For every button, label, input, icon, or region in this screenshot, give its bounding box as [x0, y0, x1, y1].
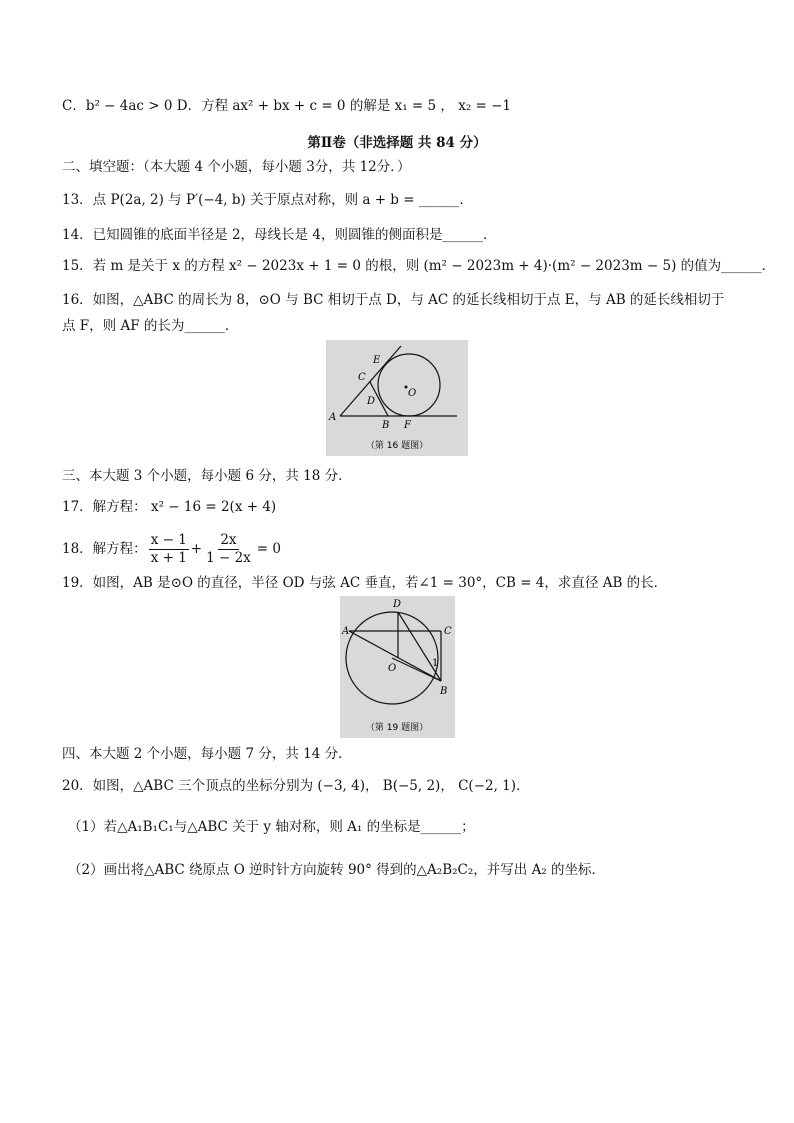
question-14: 14．已知圆锥的底面半径是 2，母线长是 4，则圆锥的侧面积是______．: [62, 227, 497, 243]
question-16-line1: 16．如图，△ABC 的周长为 8，⊙O 与 BC 相切于点 D，与 AC 的延长线相切于点 E，与 AB 的延长线相切于: [62, 292, 725, 308]
question-20: 20．如图，△ABC 三个顶点的坐标分别为 (−3, 4)， B(−5, 2)， C(−2, 1)．: [62, 778, 530, 794]
q18-denominator-2: 1 − 2x: [206, 549, 251, 566]
fig16-label-o: O: [408, 388, 417, 399]
fill-in-header: 二、填空题：（本大题 4 个小题，每小题 3分，共 12分．）: [62, 159, 411, 175]
q18-fraction-1: [149, 532, 189, 567]
question-18: [62, 530, 281, 568]
question-19: 19．如图，AB 是⊙O 的直径，半径 OD 与弦 AC 垂直，若∠1 = 30°，CB = 4，求直径 AB 的长．: [62, 575, 668, 591]
figure-16: [326, 340, 468, 456]
question-15: 15．若 m 是关于 x 的方程 x² − 2023x + 1 = 0 的根，则 (m² − 2023m + 4)·(m² − 2023m − 5) 的值为______．: [62, 258, 776, 274]
question-13: 13．点 P(2a, 2) 与 P′(−4, b) 关于原点对称，则 a + b = ______．: [62, 192, 473, 208]
figure-19: [340, 596, 455, 738]
q18-prefix: 18．解方程：: [62, 541, 147, 557]
q18-plus: +: [190, 541, 203, 557]
fig16-caption: （第 16 题图）: [365, 441, 429, 451]
q18-numerator-2: 2x: [220, 531, 237, 548]
fig19-caption: （第 19 题图）: [365, 723, 429, 733]
question-16-line2: 点 F，则 AF 的长为______．: [62, 318, 239, 334]
fig19-label-o: O: [388, 663, 397, 674]
fig16-label-a: A: [329, 412, 337, 423]
fig19-label-d: D: [393, 599, 402, 610]
q18-fraction-2: [204, 532, 253, 567]
fig19-angle-label: 1: [432, 658, 439, 669]
question-17: 17．解方程： x² − 16 = 2(x + 4): [62, 499, 277, 515]
fig16-label-c: C: [358, 372, 366, 383]
q18-suffix: = 0: [256, 541, 281, 557]
fig19-label-c: C: [444, 626, 452, 637]
part-4-header: 四、本大题 2 个小题，每小题 7 分，共 14 分．: [62, 746, 352, 762]
fig19-label-b: B: [440, 686, 448, 697]
fig19-label-a: A: [342, 626, 350, 637]
part-3-header: 三、本大题 3 个小题，每小题 6 分，共 18 分．: [62, 468, 352, 484]
section-title: 第Ⅱ卷（非选择题 共 84 分）: [307, 135, 487, 151]
question-20-part-2: （2）画出将△ABC 绕原点 O 逆时针方向旋转 90° 得到的△A₂B₂C₂，并写出 A₂ 的坐标．: [68, 862, 606, 878]
q18-numerator-1: x − 1: [150, 531, 187, 548]
fig16-label-f: F: [404, 420, 411, 431]
q18-denominator-1: x + 1: [150, 549, 187, 566]
fig16-label-d: D: [367, 396, 376, 407]
fig16-label-e: E: [373, 355, 381, 366]
fig16-label-b: B: [382, 420, 390, 431]
question-20-part-1: （1）若△A₁B₁C₁与△ABC 关于 y 轴对称，则 A₁ 的坐标是______；: [68, 819, 475, 835]
options-c-d: C．b² − 4ac > 0 D．方程 ax² + bx + c = 0 的解是 x₁ = 5 ， x₂ = −1: [62, 98, 512, 114]
